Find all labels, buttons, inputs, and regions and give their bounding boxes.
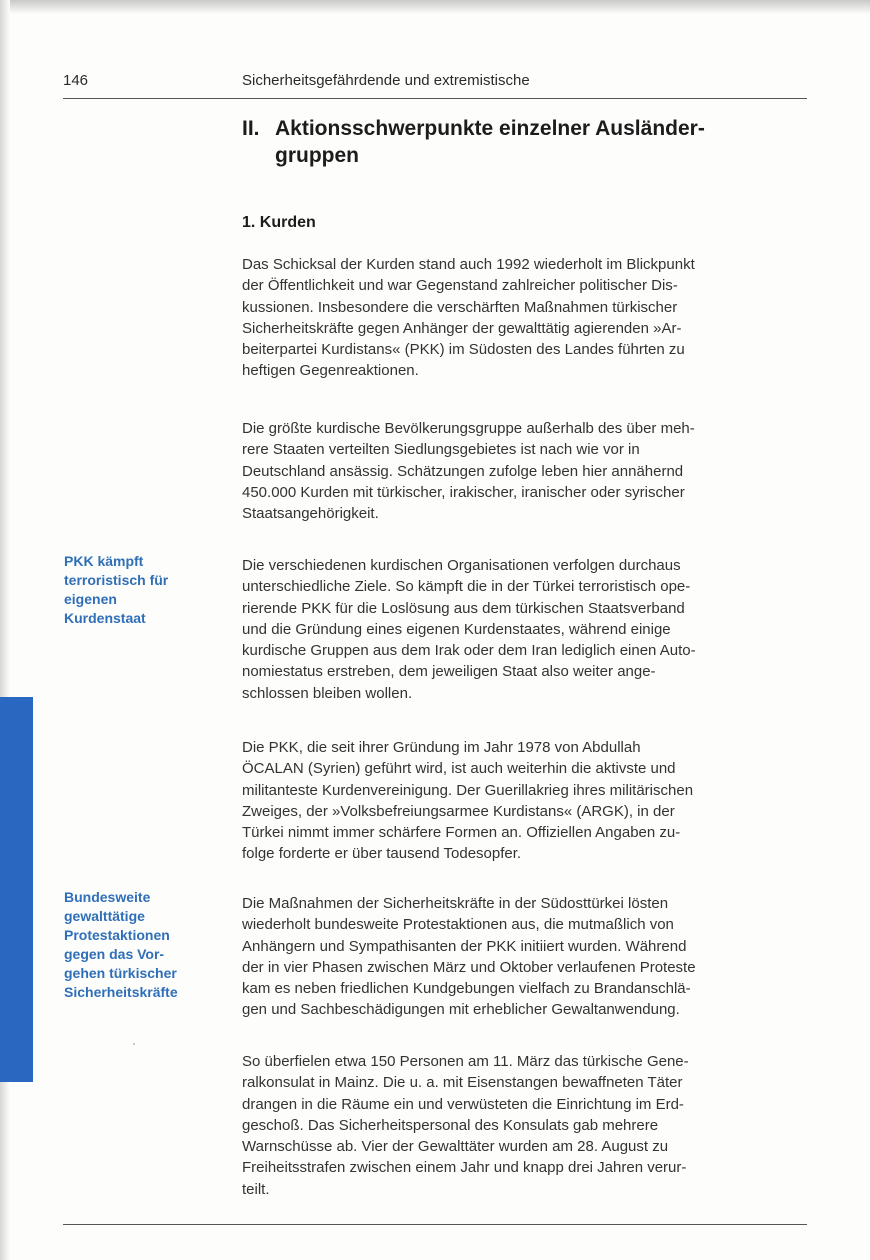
text-line: ralkonsulat in Mainz. Die u. a. mit Eisenstangen bewaffneten Täter [242, 1074, 683, 1092]
paragraph-4 [242, 737, 808, 865]
text-line: So überfielen etwa 150 Personen am 11. März das türkische Gene- [242, 1053, 689, 1070]
text-line: Die Maßnahmen der Sicherheitskräfte in der Südosttürkei lösten [242, 895, 669, 912]
text-line: der Öffentlichkeit und war Gegenstand zahlreicher politischer Dis- [242, 277, 678, 295]
margin-note-line: Sicherheitskräfte [64, 984, 178, 1000]
paragraph-2 [242, 418, 808, 524]
header-rule [63, 98, 807, 99]
text-line: militanteste Kurdenvereinigung. Der Guerillakrieg ihres militärischen [242, 781, 694, 799]
text-line: Staatsangehörigkeit. [242, 505, 379, 523]
margin-note-line: gewalttätige [64, 908, 145, 924]
text-line: Sicherheitskräfte gegen Anhänger der gewalttätig agierenden »Ar- [242, 319, 682, 337]
text-line: unterschiedliche Ziele. So kämpft die in der Türkei terroristisch ope- [242, 578, 691, 596]
margin-note-line: Bundesweite [64, 889, 151, 905]
text-line: heftigen Gegenreaktionen. [242, 362, 419, 380]
paragraph-1 [242, 254, 808, 382]
section-heading [242, 115, 812, 169]
page-number: 146 [63, 72, 89, 89]
text-line: und die Gründung eines eigenen Kurdenstaates, während einige [242, 620, 671, 638]
text-line: der in vier Phasen zwischen März und Oktober verlaufenen Proteste [242, 958, 696, 976]
paragraph-3 [242, 555, 808, 704]
text-line: geschoß. Das Sicherheitspersonal des Konsulats gab mehrere [242, 1116, 659, 1134]
text-line: wiederholt bundesweite Protestaktionen aus, die mutmaßlich von [242, 916, 674, 934]
footer-rule [63, 1224, 807, 1225]
section-title-line-2: gruppen [275, 144, 359, 167]
text-line: gen und Sachbeschädigungen mit erheblicher Gewaltanwendung. [242, 1001, 680, 1019]
subsection-heading: 1. Kurden [242, 214, 316, 231]
scan-top-edge [0, 0, 870, 14]
text-line: Freiheitsstrafen zwischen einem Jahr und knapp drei Jahren verur- [242, 1159, 687, 1177]
text-line: 450.000 Kurden mit türkischer, irakischer, iranischer oder syrischer [242, 483, 685, 501]
text-line: kam es neben friedlichen Kundgebungen vielfach zu Brandanschlä- [242, 980, 691, 998]
text-line: kurdische Gruppen aus dem Irak oder dem Iran lediglich einen Auto- [242, 642, 696, 660]
text-line: drangen in die Räume ein und verwüsteten die Einrichtung im Erd- [242, 1095, 684, 1113]
margin-note-line: gegen das Vor- [64, 946, 165, 962]
text-line: Türkei nimmt immer schärfere Formen an. Offiziellen Angaben zu- [242, 824, 681, 842]
margin-note-line: terroristisch für [64, 572, 169, 588]
text-line: nomiestatus erstreben, dem jeweiligen Staat also weiter ange- [242, 663, 656, 681]
text-line: folge forderte er über tausend Todesopfer. [242, 845, 522, 863]
section-heading-line-1 [242, 115, 812, 142]
text-line: beiterpartei Kurdistans« (PKK) im Südosten des Landes führten zu [242, 341, 685, 359]
margin-note-line: Kurdenstaat [64, 610, 146, 626]
running-head: Sicherheitsgefährdende und extremistische [242, 72, 530, 89]
text-line: teilt. [242, 1180, 270, 1198]
text-line: Das Schicksal der Kurden stand auch 1992 wiederholt im Blickpunkt [242, 256, 695, 273]
paragraph-6 [242, 1051, 808, 1200]
section-number: II. [242, 117, 260, 140]
margin-note-line: gehen türkischer [64, 965, 177, 981]
margin-note-protests [64, 888, 214, 1002]
paragraph-5 [242, 893, 808, 1021]
text-line: Anhängern und Sympathisanten der PKK initiiert wurden. Während [242, 937, 687, 955]
thumb-index-marker [0, 697, 33, 1082]
text-line: Die größte kurdische Bevölkerungsgruppe außerhalb des über meh- [242, 420, 695, 437]
text-line: ÖCALAN (Syrien) geführt wird, ist auch weiterhin die aktivste und [242, 760, 676, 778]
margin-note-line: PKK kämpft [64, 553, 144, 569]
scan-speck [133, 1043, 135, 1045]
text-line: kussionen. Insbesondere die verschärften Maßnahmen türkischer [242, 298, 678, 316]
margin-note-pkk [64, 552, 214, 628]
text-line: rere Staaten verteilten Siedlungsgebietes ist nach wie vor in [242, 441, 640, 459]
section-title-line-1: Aktionsschwerpunkte einzelner Ausländer- [275, 117, 705, 140]
text-line: Die verschiedenen kurdischen Organisationen verfolgen durchaus [242, 557, 681, 574]
text-line: Zweiges, der »Volksbefreiungsarmee Kurdistans« (ARGK), in der [242, 802, 675, 820]
text-line: Die PKK, die seit ihrer Gründung im Jahr 1978 von Abdullah [242, 739, 641, 756]
text-line: schlossen bleiben wollen. [242, 684, 413, 702]
text-line: rierende PKK für die Loslösung aus dem türkischen Staatsverband [242, 599, 685, 617]
margin-note-line: Protestaktionen [64, 927, 170, 943]
text-line: Warnschüsse ab. Vier der Gewalttäter wurden am 28. August zu [242, 1138, 669, 1156]
text-line: Deutschland ansässig. Schätzungen zufolge leben hier annähernd [242, 462, 684, 480]
margin-note-line: eigenen [64, 591, 117, 607]
